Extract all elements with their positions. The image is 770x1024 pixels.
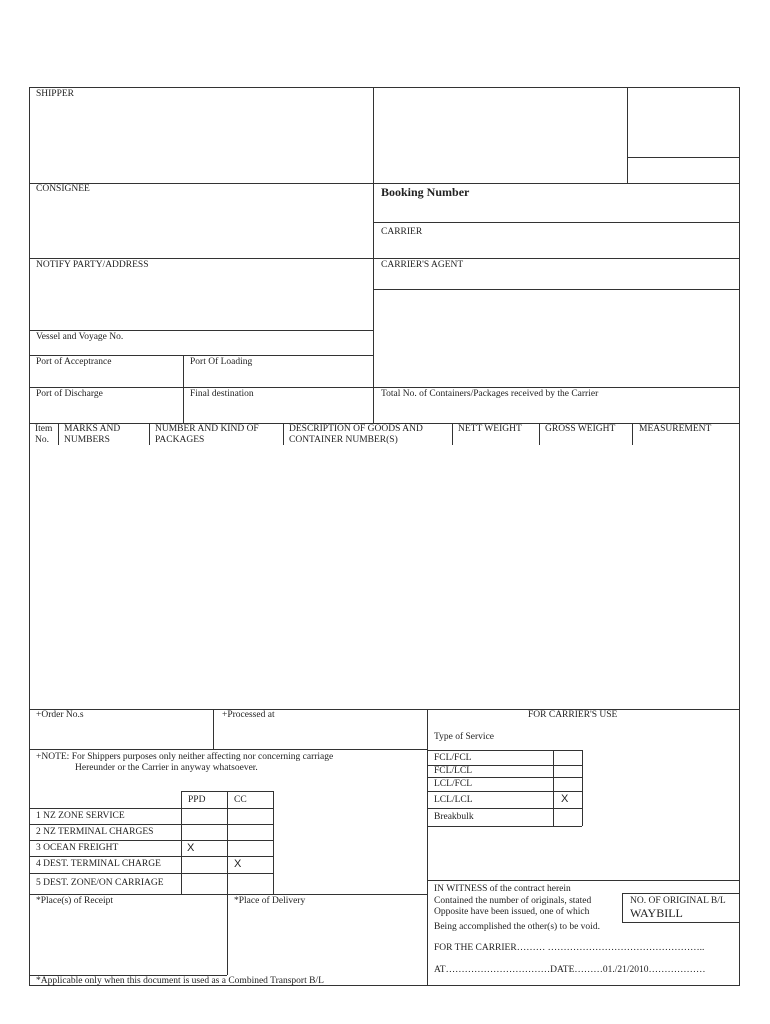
processed-at-label: +Processed at xyxy=(222,710,275,720)
divider xyxy=(373,222,740,223)
divider xyxy=(149,423,150,445)
divider xyxy=(29,258,740,259)
note-text: +NOTE: For Shippers purposes only neither affecting nor concerning carriage xyxy=(36,752,334,762)
note-text: Hereunder or the Carrier in anyway whatsoever. xyxy=(75,763,258,773)
charge-label: 5 DEST. ZONE/ON CARRIAGE xyxy=(36,878,164,888)
column-number-kind: PACKAGES xyxy=(155,435,205,445)
notify-party-label: NOTIFY PARTY/ADDRESS xyxy=(36,260,149,270)
charge-label: 2 NZ TERMINAL CHARGES xyxy=(36,827,154,837)
at-date-line: AT……………………………DATE………01./21/2010……………… xyxy=(434,965,706,975)
service-type-mark: X xyxy=(561,793,569,805)
footnote: *Applicable only when this document is used as a Combined Transport B/L xyxy=(36,976,324,986)
at-date-line-clip xyxy=(434,965,739,978)
column-marks: NUMBERS xyxy=(64,435,110,445)
divider xyxy=(29,330,373,331)
charges-cc-header: CC xyxy=(234,795,247,805)
divider xyxy=(227,791,228,894)
total-containers-label: Total No. of Containers/Packages received by the Carrier xyxy=(381,389,599,399)
divider xyxy=(283,423,284,445)
divider xyxy=(181,791,182,894)
carrier-label: CARRIER xyxy=(381,227,423,237)
charge-label: 4 DEST. TERMINAL CHARGE xyxy=(36,859,161,869)
place-delivery-label: *Place of Delivery xyxy=(234,896,306,906)
place-receipt-label: *Place(s) of Receipt xyxy=(36,896,114,906)
divider xyxy=(627,157,740,158)
divider xyxy=(273,791,274,894)
column-nett-weight: NETT WEIGHT xyxy=(458,424,522,434)
divider xyxy=(29,709,740,710)
divider xyxy=(452,423,453,445)
port-loading-label: Port Of Loading xyxy=(190,357,253,367)
charges-ppd-header: PPD xyxy=(188,795,206,805)
no-original-value: WAYBILL xyxy=(630,906,683,920)
divider xyxy=(29,824,273,825)
column-marks: MARKS AND xyxy=(64,424,121,434)
divider xyxy=(539,423,540,445)
service-type-label: FCL/FCL xyxy=(434,753,472,763)
service-type-label: Breakbulk xyxy=(434,812,474,822)
for-the-carrier-line: FOR THE CARRIER……… ………………………………………….. xyxy=(434,943,705,953)
vessel-voyage-label: Vessel and Voyage No. xyxy=(36,332,124,342)
divider xyxy=(427,791,582,792)
divider xyxy=(373,289,740,290)
column-item: Item xyxy=(35,424,53,434)
service-type-label: LCL/FCL xyxy=(434,779,473,789)
witness-text: IN WITNESS of the contract herein xyxy=(434,884,571,894)
for-carriers-use-label: FOR CARRIER'S USE xyxy=(528,710,618,720)
port-discharge-label: Port of Discharge xyxy=(36,389,103,399)
divider xyxy=(373,87,374,423)
carriers-agent-label: CARRIER'S AGENT xyxy=(381,260,464,270)
divider xyxy=(29,873,273,874)
service-type-label: FCL/LCL xyxy=(434,766,473,776)
divider xyxy=(427,777,582,778)
divider xyxy=(213,709,214,749)
divider xyxy=(427,880,740,881)
column-description: DESCRIPTION OF GOODS AND xyxy=(289,424,423,434)
type-of-service-label: Type of Service xyxy=(434,732,495,742)
charge-cc-mark: X xyxy=(234,858,242,870)
witness-text: Being accomplished the other(s) to be void. xyxy=(434,922,600,932)
consignee-label: CONSIGNEE xyxy=(36,184,90,194)
column-gross-weight: GROSS WEIGHT xyxy=(545,424,616,434)
witness-text: Contained the number of originals, stated xyxy=(434,896,592,906)
divider xyxy=(627,87,628,183)
divider xyxy=(29,856,273,857)
witness-text: Opposite have been issued, one of which xyxy=(434,907,590,917)
column-number-kind: NUMBER AND KIND OF xyxy=(155,424,259,434)
divider xyxy=(632,423,633,445)
column-measurement: MEASUREMENT xyxy=(639,424,712,434)
column-item: No. xyxy=(35,435,49,445)
no-original-box xyxy=(622,893,740,923)
no-original-label: NO. OF ORIGINAL B/L xyxy=(630,896,726,906)
order-nos-label: +Order No.s xyxy=(36,710,84,720)
shipper-label: SHIPPER xyxy=(36,89,75,99)
divider xyxy=(183,355,184,423)
divider xyxy=(427,808,582,809)
divider xyxy=(427,826,582,827)
divider xyxy=(427,750,582,751)
divider xyxy=(29,894,427,895)
divider xyxy=(29,387,740,388)
charge-label: 1 NZ ZONE SERVICE xyxy=(36,811,125,821)
service-type-label: LCL/LCL xyxy=(434,795,473,805)
booking-number-label: Booking Number xyxy=(381,185,470,199)
charge-label: 3 OCEAN FREIGHT xyxy=(36,843,119,853)
column-description: CONTAINER NUMBER(S) xyxy=(289,435,398,445)
divider xyxy=(29,749,427,750)
divider xyxy=(227,894,228,975)
divider xyxy=(29,840,273,841)
divider xyxy=(29,355,373,356)
divider xyxy=(582,750,583,826)
final-destination-label: Final destination xyxy=(190,389,254,399)
divider xyxy=(29,808,273,809)
divider xyxy=(553,750,554,826)
divider xyxy=(58,423,59,445)
charge-ppd-mark: X xyxy=(187,842,195,854)
divider xyxy=(29,183,740,184)
port-acceptance-label: Port of Acceptrance xyxy=(36,357,112,367)
